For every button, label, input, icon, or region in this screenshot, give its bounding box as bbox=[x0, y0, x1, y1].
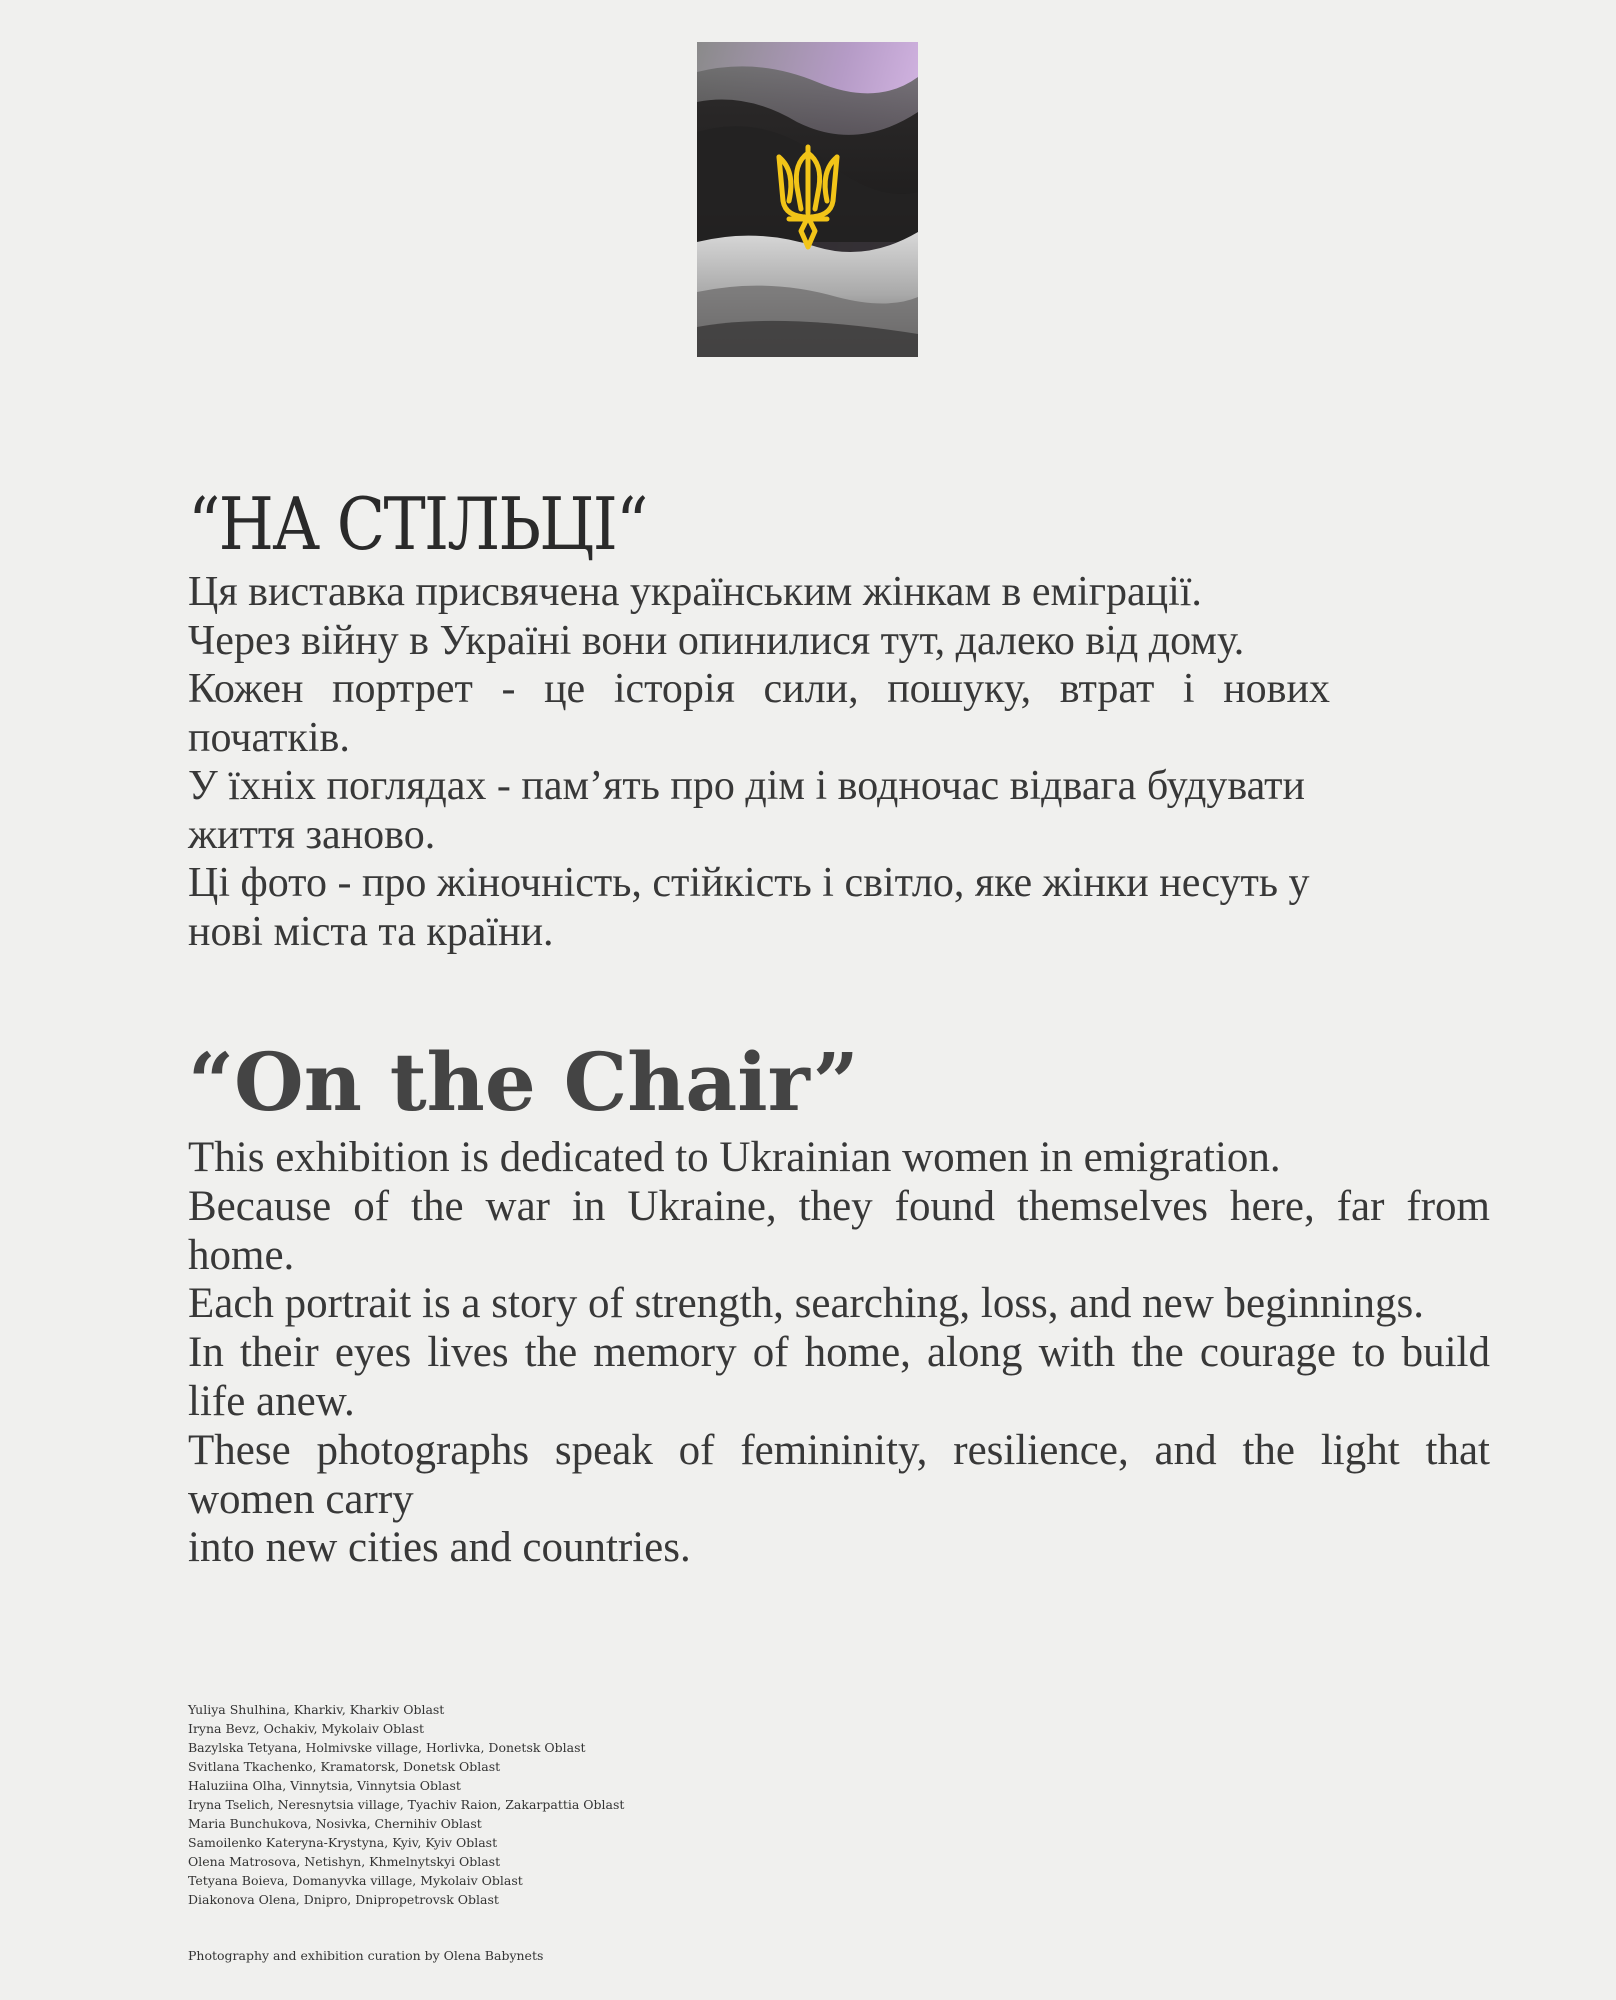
english-line: into new cities and countries. bbox=[188, 1524, 691, 1572]
participant-item: Iryna Bevz, Ochakiv, Mykolaiv Oblast bbox=[188, 1721, 425, 1736]
english-line: Because of the war in Ukraine, they found themselves here, far from bbox=[188, 1182, 1490, 1230]
ukrainian-title: “НА СТІЛЬЦІ“ bbox=[188, 482, 647, 566]
participants-list bbox=[188, 1700, 888, 1909]
ukrainian-line: Ці фото - про жіночність, стійкість і світло, яке жінки несуть у bbox=[188, 860, 1310, 906]
ukrainian-description bbox=[188, 568, 1330, 956]
english-line: In their eyes lives the memory of home, along with the courage to build bbox=[188, 1329, 1490, 1377]
trident-icon bbox=[773, 143, 843, 253]
english-section bbox=[188, 1030, 1490, 1573]
participant-item: Olena Matrosova, Netishyn, Khmelnytskyi Oblast bbox=[188, 1854, 501, 1869]
ukrainian-section bbox=[188, 480, 1330, 956]
english-line: women carry bbox=[188, 1475, 414, 1523]
participant-item: Diakonova Olena, Dnipro, Dnipropetrovsk Oblast bbox=[188, 1892, 499, 1907]
participant-item: Tetyana Boieva, Domanyvka village, Mykolaiv Oblast bbox=[188, 1873, 523, 1888]
english-line: life anew. bbox=[188, 1377, 355, 1425]
participant-item: Haluziina Olha, Vinnytsia, Vinnytsia Oblast bbox=[188, 1778, 461, 1793]
participant-item: Bazylska Tetyana, Holmivske village, Horlivka, Donetsk Oblast bbox=[188, 1740, 586, 1755]
english-line: These photographs speak of femininity, resilience, and the light that bbox=[188, 1426, 1490, 1474]
curation-credit: Photography and exhibition curation by Olena Babynets bbox=[188, 1948, 544, 1963]
ukrainian-line: Ця виставка присвячена українським жінкам в еміграції. bbox=[188, 569, 1202, 615]
ukrainian-line: нові міста та країни. bbox=[188, 908, 554, 955]
participant-item: Samoilenko Kateryna-Krystyna, Kyiv, Kyiv Oblast bbox=[188, 1835, 498, 1850]
english-line: Each portrait is a story of strength, searching, loss, and new beginnings. bbox=[188, 1280, 1424, 1328]
english-line: home. bbox=[188, 1231, 295, 1279]
participant-item: Iryna Tselich, Neresnytsia village, Tyachiv Raion, Zakarpattia Oblast bbox=[188, 1797, 625, 1812]
english-description bbox=[188, 1134, 1490, 1573]
ukrainian-line: початків. bbox=[188, 714, 350, 761]
ukrainian-line: життя заново. bbox=[188, 811, 436, 858]
english-line: This exhibition is dedicated to Ukrainian women in emigration. bbox=[188, 1134, 1281, 1181]
english-title: “On the Chair” bbox=[188, 1035, 859, 1129]
ukrainian-line: Кожен портрет - це історія сили, пошуку, втрат і нових bbox=[188, 666, 1330, 712]
participant-item: Svitlana Tkachenko, Kramatorsk, Donetsk Oblast bbox=[188, 1759, 501, 1774]
ukrainian-line: Через війну в Україні вони опинилися тут, далеко від дому. bbox=[188, 617, 1245, 664]
participant-item: Maria Bunchukova, Nosivka, Chernihiv Oblast bbox=[188, 1816, 482, 1831]
poster-photo bbox=[697, 42, 918, 357]
participant-item: Yuliya Shulhina, Kharkiv, Kharkiv Oblast bbox=[188, 1702, 445, 1717]
ukrainian-line: У їхніх поглядах - пам’ять про дім і водночас відвага будувати bbox=[188, 763, 1305, 809]
